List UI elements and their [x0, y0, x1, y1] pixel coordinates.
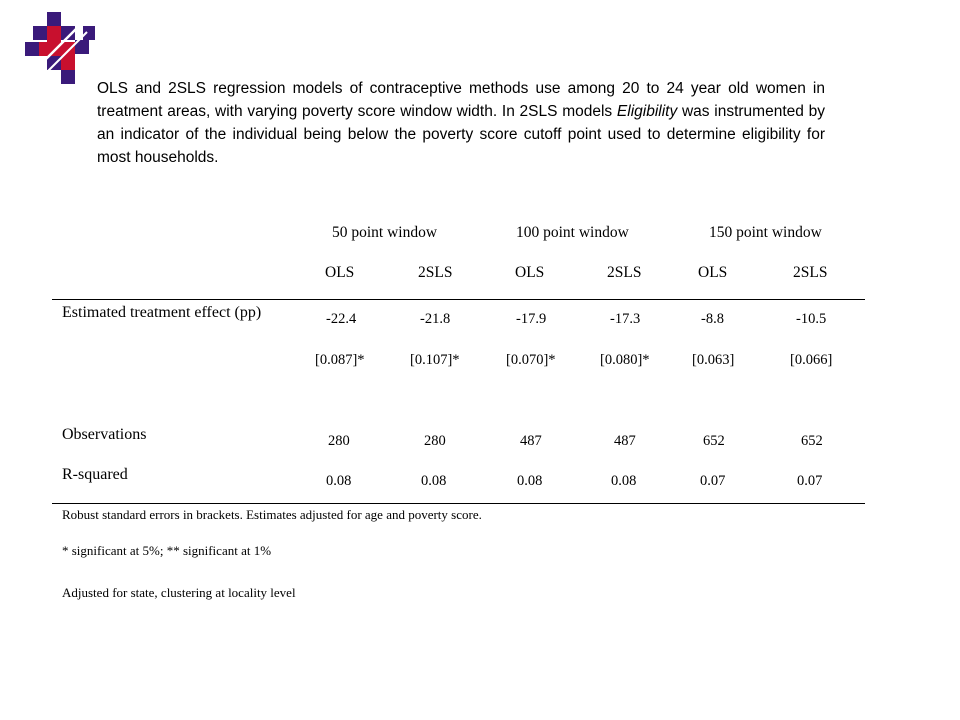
table-note-adjustment: Adjusted for state, clustering at locality level	[62, 585, 296, 600]
header-model-ols-150: OLS	[698, 264, 728, 281]
table-top-rule	[52, 299, 865, 300]
table-cell: [0.087]*	[315, 352, 365, 368]
table-cell: -10.5	[796, 311, 827, 327]
header-model-ols-100: OLS	[515, 264, 545, 281]
table-note-standard-errors: Robust standard errors in brackets. Estimates adjusted for age and poverty score.	[62, 507, 482, 522]
table-cell: 652	[703, 433, 725, 449]
table-cell: 487	[520, 433, 542, 449]
table-cell: -17.9	[516, 311, 547, 327]
table-cell: -8.8	[701, 311, 724, 327]
table-cell: [0.080]*	[600, 352, 650, 368]
table-cell: 652	[801, 433, 823, 449]
table-cell: 487	[614, 433, 636, 449]
row-label-r-squared: R-squared	[62, 466, 128, 483]
table-cell: 280	[328, 433, 350, 449]
table-cell: [0.107]*	[410, 352, 460, 368]
table-cell: 0.08	[421, 473, 447, 489]
header-100-point-window: 100 point window	[516, 224, 629, 241]
table-note-significance: * significant at 5%; ** significant at 1%	[62, 543, 272, 558]
table-bottom-rule	[52, 503, 865, 504]
table-cell: 0.08	[326, 473, 352, 489]
table-cell: 280	[424, 433, 446, 449]
caption-text-2: was instrumented by an indicator of the individual being below the poverty score cutoff point used to determine eligibility for most households.	[97, 103, 825, 166]
table-cell: [0.066]	[790, 352, 833, 368]
header-model-2sls-150: 2SLS	[793, 264, 828, 281]
table-cell: [0.063]	[692, 352, 735, 368]
institution-logo-icon	[25, 12, 97, 84]
header-150-point-window: 150 point window	[709, 224, 822, 241]
table-cell: 0.08	[517, 473, 543, 489]
header-50-point-window: 50 point window	[332, 224, 438, 241]
header-model-2sls-100: 2SLS	[607, 264, 642, 281]
table-cell: -17.3	[610, 311, 641, 327]
table-cell: 0.07	[797, 473, 823, 489]
table-cell: -21.8	[420, 311, 451, 327]
table-cell: [0.070]*	[506, 352, 556, 368]
caption-text-1: OLS and 2SLS regression models of contraceptive methods use among 20 to 24 year old women in treatment areas, with varying poverty score window width. In 2SLS models	[97, 80, 825, 120]
row-label-observations: Observations	[62, 426, 147, 443]
row-label-treatment-effect: Estimated treatment effect (pp)	[62, 304, 262, 321]
table-caption	[97, 77, 825, 169]
header-model-ols-50: OLS	[325, 264, 355, 281]
caption-italic-term: Eligibility	[616, 103, 678, 120]
table-cell: 0.08	[611, 473, 637, 489]
table-cell: -22.4	[326, 311, 357, 327]
table-cell: 0.07	[700, 473, 726, 489]
header-model-2sls-50: 2SLS	[418, 264, 453, 281]
